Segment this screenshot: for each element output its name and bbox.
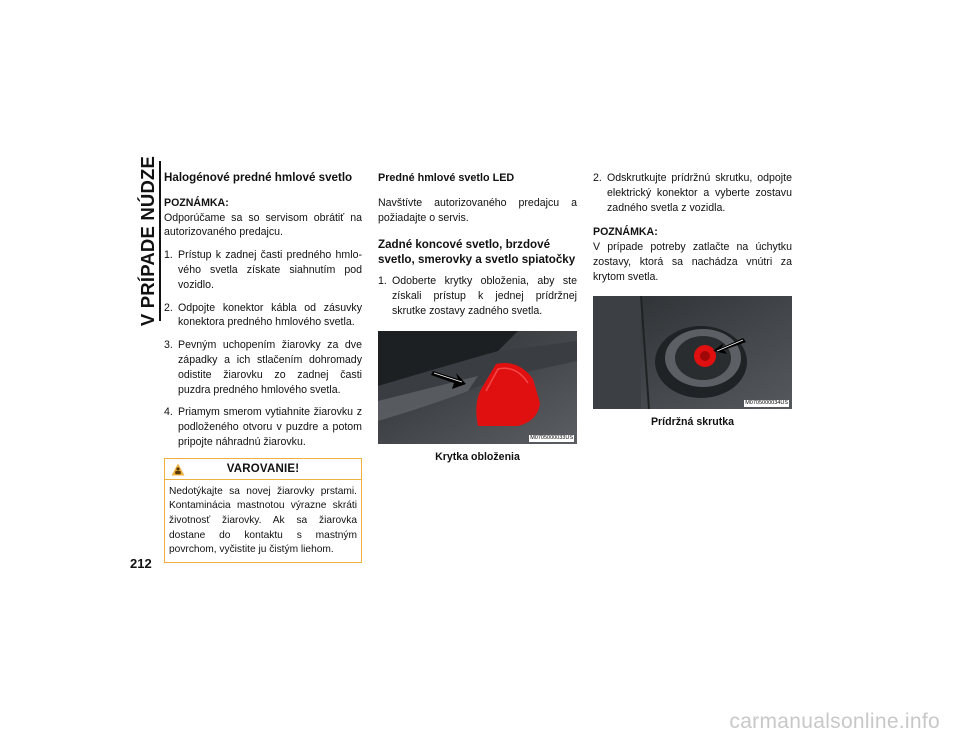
section-heading-led-fog: Predné hmlové svetlo LED bbox=[378, 172, 515, 184]
column-3 bbox=[593, 171, 792, 429]
side-tab-label: V PRÍPADE NÚDZE bbox=[137, 155, 158, 327]
list-item-text: Prístup k zadnej časti predného hmlo-vého svetla získate siahnutím pod vozidlo. bbox=[178, 249, 362, 291]
list-item-text: Odskrutkujte prídržnú skrutku, odpojte elektrický konektor a vyberte zostavu zadného svetla z vozidla. bbox=[607, 172, 792, 214]
figure-retaining-screw-image bbox=[593, 296, 792, 409]
list-item-number: 3. bbox=[164, 339, 173, 352]
list-item-number: 1. bbox=[164, 249, 173, 262]
list-item bbox=[378, 274, 577, 318]
figure-trim-cap-image bbox=[378, 331, 577, 444]
warning-title: VAROVANIE! bbox=[226, 462, 300, 475]
note-label: POZNÁMKA: bbox=[164, 196, 229, 209]
section-heading-halogen-fog: Halogénové predné hmlové svetlo bbox=[164, 171, 353, 184]
list-item bbox=[593, 171, 792, 215]
note-text: Odporúčame sa so servisom obrátiť na autorizovaného predajcu. bbox=[164, 211, 362, 239]
page-number: 212 bbox=[130, 556, 152, 571]
figure-caption: Krytka obloženia bbox=[435, 450, 520, 463]
list-item-number: 4. bbox=[164, 406, 173, 419]
list-item-number: 1. bbox=[378, 275, 387, 288]
warning-box bbox=[164, 458, 362, 563]
warning-header bbox=[165, 459, 361, 480]
figure-code: M0705000033US bbox=[530, 434, 573, 441]
side-tab bbox=[137, 155, 158, 327]
side-tab-bar bbox=[159, 161, 161, 321]
list-item-text: Odoberte krytky obloženia, aby ste získali prístup k jednej prídržnej skrutke zostavy zadného svetla. bbox=[392, 275, 577, 317]
list-item bbox=[164, 405, 362, 449]
list-item bbox=[164, 301, 362, 331]
list-item-number: 2. bbox=[593, 172, 602, 184]
figure-code: M0705000034US bbox=[745, 399, 788, 406]
figure-caption: Prídržná skrutka bbox=[650, 415, 735, 428]
watermark: carmanualsonline.info bbox=[729, 710, 940, 733]
list-item bbox=[164, 248, 362, 292]
column-1 bbox=[164, 171, 362, 563]
list-item-text: Pevným uchopením žiarovky za dve západky a ich stlačením dohromady odistite žiarovku zo zadnej časti puzdra predného hmlového svetla. bbox=[178, 339, 362, 396]
column-2 bbox=[378, 171, 577, 465]
warning-text: Nedotýkajte sa novej žiarovky prstami. Kontaminácia mastnotou výrazne skráti životnosť žiarovky. Ak sa žiarovka dostane do kontaktu s mastným povrchom, vyčistite ju čistým liehom. bbox=[169, 485, 357, 556]
list-item-text: Odpojte konektor kábla od zásuvky konektora predného hmlového svetla. bbox=[178, 301, 362, 329]
note-label: POZNÁMKA: bbox=[593, 226, 658, 239]
list-item-text: Priamym smerom vytiahnite žiarovku z podloženého otvoru v puzdre a potom pripojte náhradnú žiarovku. bbox=[178, 406, 362, 448]
paragraph: Navštívte autorizovaného predajcu a požiadajte o servis. bbox=[378, 196, 577, 224]
figure-retaining-screw bbox=[593, 296, 792, 409]
note-text: V prípade potreby zatlačte na úchytku zostavy, ktorá sa nachádza vnútri za krytom svetla. bbox=[593, 241, 792, 283]
list-item-number: 2. bbox=[164, 301, 173, 314]
list-item bbox=[164, 338, 362, 397]
section-heading-rear-lamps: Zadné koncové svetlo, brzdové svetlo, smerovky a svetlo spiatočky bbox=[378, 238, 576, 267]
figure-trim-cap bbox=[378, 331, 577, 444]
